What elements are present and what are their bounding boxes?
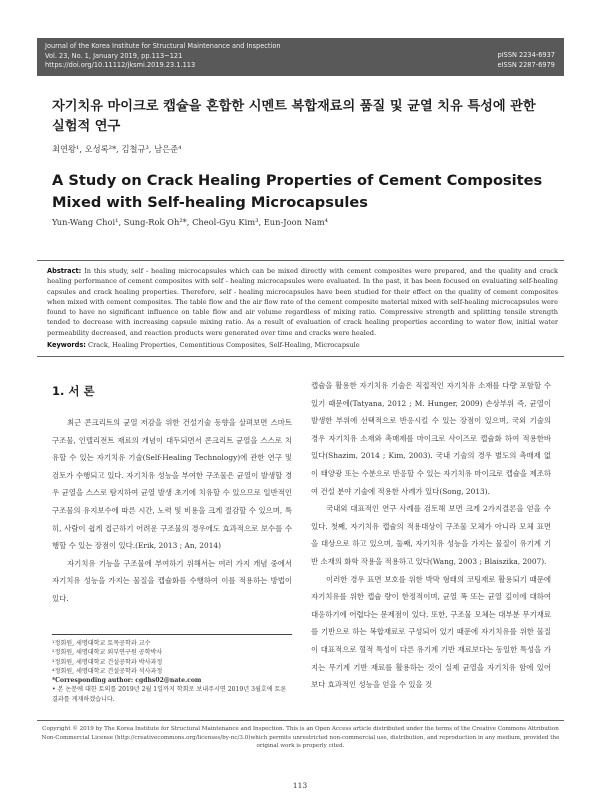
paragraph: 최근 콘크리트의 균열 저감을 위한 건설기술 동향을 살펴보면 스마트 구조물, 인텔리전트 재료의 개념이 대두되면서 콘크리트 균열을 스스로 치유할 수 있는 자기치유 기술(Self-Healing Technology)에 관한 연구 및 검토가 수행되고 있다. 자기치유 성능을 부여한 구조물은 균열이 발생할 경우 균열을 스스로 탐지하여 균열 발생 초기에 치유할 수 있으므로 일반적인 구조물의 유지보수에 따른 시간, 노력 및 비용을 크게 절감할 수 있으며, 특히, 사람이 쉽게 접근하기 어려운 구조물의 경우에도 효과적으로 보수를 수행할 수 있는 장점이 있다.(Erik, 2013 ; An, 2014): [52, 418, 292, 551]
abstract-text: In this study, self - healing microcapsules which can be mixed directly with cement composites were prepared, and the quality and crack healing performance of cement composites with self - healing microcapsules were evaluated. In the past, it has been focused on evaluating self-healing capsules and crack healing properties. Therefore, self - healing microcapsules have been studied for their effect on the quality of cement composites when mixed with cement composites. The table flow and the air flow rate of the cement composite material mixed with self-healing microcapsules were found to have no significant influence on table flow and air volume regardless of mixing ratio. Compressive strength and splitting tensile strength tended to decrease with increasing capsule mixing ratio. As a result of evaluation of crack healing properties according to water flow, initial water permeability decreased, and reaction products were generated over time and cracks were healed.: [47, 267, 558, 337]
paragraph: 캡슐을 활용한 자기치유 기술은 직접적인 자기치유 소재를 다량 포함할 수 있기 때문에(Tatyana, 2012 ; M. Hunger, 2009) 손상부위 즉, 균열이 발생한 부위에 선택적으로 반응시킬 수 있는 장점이 있으며, 국외 기술의 경우 자기치유 소재와 촉매제를 마이크로 사이즈로 캡슐화 하여 적용한바 있다(Shazim, 2014 ; Kim, 2003). 국내 기술의 경우 별도의 촉매제 없이 태양광 또는 수분으로 반응할 수 있는 자기치유 마이크로 캡슐을 제조하여 건설 분야 기술에 적용한 사례가 있다(Song, 2013).: [311, 381, 551, 496]
authors-english: Yun-Wang Choi¹, Sung-Rok Oh²*, Cheol-Gyu Kim³, Eun-Joon Nam⁴: [52, 217, 328, 227]
body-column-right: [311, 377, 551, 694]
journal-banner: [37, 38, 564, 76]
issn-block: [498, 51, 555, 70]
keywords-text: Crack, Healing Properties, Cementitious Composites, Self-Healing, Microcapsule: [88, 341, 360, 350]
abstract-box: [37, 260, 564, 357]
paragraph: 이러한 경우 표면 보호를 위한 박막 형태의 코팅재로 활용되기 때문에 자기치유를 위한 캡슐 량이 한정적이며, 균열 폭 또는 균열 깊이에 대하여 대응하기에 어렵다는 문제점이 있다. 또한, 구조물 모체는 대부분 무기재료를 기반으로 하는 복합재료로 구성되어 있기 때문에 자기치유를 위한 물질이 대표적으로 혈적 특성이 다른 유기계 기반 재료보다는 동일한 특성을 가지는 무기계 기반 재료를 활용하는 것이 실제 균열을 자기치유 함에 있어 보다 효과적인 성능을 얻을 수 있을 것: [311, 574, 551, 690]
abstract-label: Abstract:: [47, 267, 82, 275]
keywords-label: Keywords:: [47, 341, 86, 350]
footnote: ³정회원, 세명대학교 건설공학과 박사과정: [52, 658, 163, 666]
body-column-left: [52, 414, 292, 608]
footnote: ⁴정회원, 세명대학교 건설공학과 석사과정: [52, 667, 163, 675]
journal-volume: Vol. 23, No. 1, January 2019, pp.113~121: [45, 51, 183, 60]
corresponding-author: *Corresponding author: cgdhs02@nate.com: [52, 677, 202, 685]
eissn: eISSN 2287-6979: [497, 60, 555, 69]
paragraph: 자기치유 기능을 구조물에 부여하기 위해서는 여러 가지 개념 중에서 자기치유 성능을 가지는 물질을 캡슐화를 수행하여 이를 적용하는 방법이 있다.: [52, 558, 292, 603]
pissn: pISSN 2234-6937: [497, 51, 555, 59]
title-korean: 자기치유 마이크로 캡슐을 혼합한 시멘트 복합재료의 품질 및 균열 치유 특성에 관한 실험적 연구: [52, 99, 536, 134]
journal-name: Journal of the Korea Institute for Structural Maintenance and Inspection: [45, 42, 281, 50]
copyright-notice: Copyright © 2019 by The Korea Institute for Structural Maintenance and Inspection. This is an Open Access article distributed under the terms of the Creative Commons Attribution Non-Commercial License (http://creativecommons.org/licenses/by-nc/3.0)which permits unrestricted non-commercial use, distribution, and reproduction in any medium, provided the original work is properly cited.: [37, 720, 564, 751]
abstract: [47, 266, 558, 338]
paragraph: 국내외 대표적인 연구 사례를 검토해 보면 크게 2가지결론을 얻을 수 있다. 첫째, 자기치유 캡슐의 적용대상이 구조물 모체가 아니라 모체 표면을 대상으로 하고 있으며, 둘째, 자기치유 성능을 가지는 물질이 유기계 기반 소재의 화학 작용을 적용하고 있다(Wang, 2003 ; Blaiszika, 2007).: [311, 504, 551, 566]
keywords: [47, 340, 558, 350]
footnotes: [52, 634, 292, 704]
section-heading-introduction: 1. 서 론: [52, 384, 95, 398]
title-english: A Study on Crack Healing Properties of Cement Composites Mixed with Self-healing Microcapsules: [52, 172, 543, 211]
doi-link[interactable]: https://doi.org/10.11112/jksmi.2019.23.1.113: [45, 61, 196, 70]
footnote: • 본 논문에 대한 토의를 2019년 2월 1일까지 학회로 보내주시면 2019년 3월호에 토론결과를 게재하겠습니다.: [52, 686, 287, 703]
authors-korean: 최연왕¹, 오성록²*, 김철규³, 남은준⁴: [52, 144, 182, 154]
footnote: ¹정회원, 세명대학교 토목공학과 교수: [52, 640, 151, 647]
page-number: 113: [292, 781, 308, 790]
footnote: ²정회원, 세명대학교 외부연구원 공학박사: [52, 649, 163, 657]
